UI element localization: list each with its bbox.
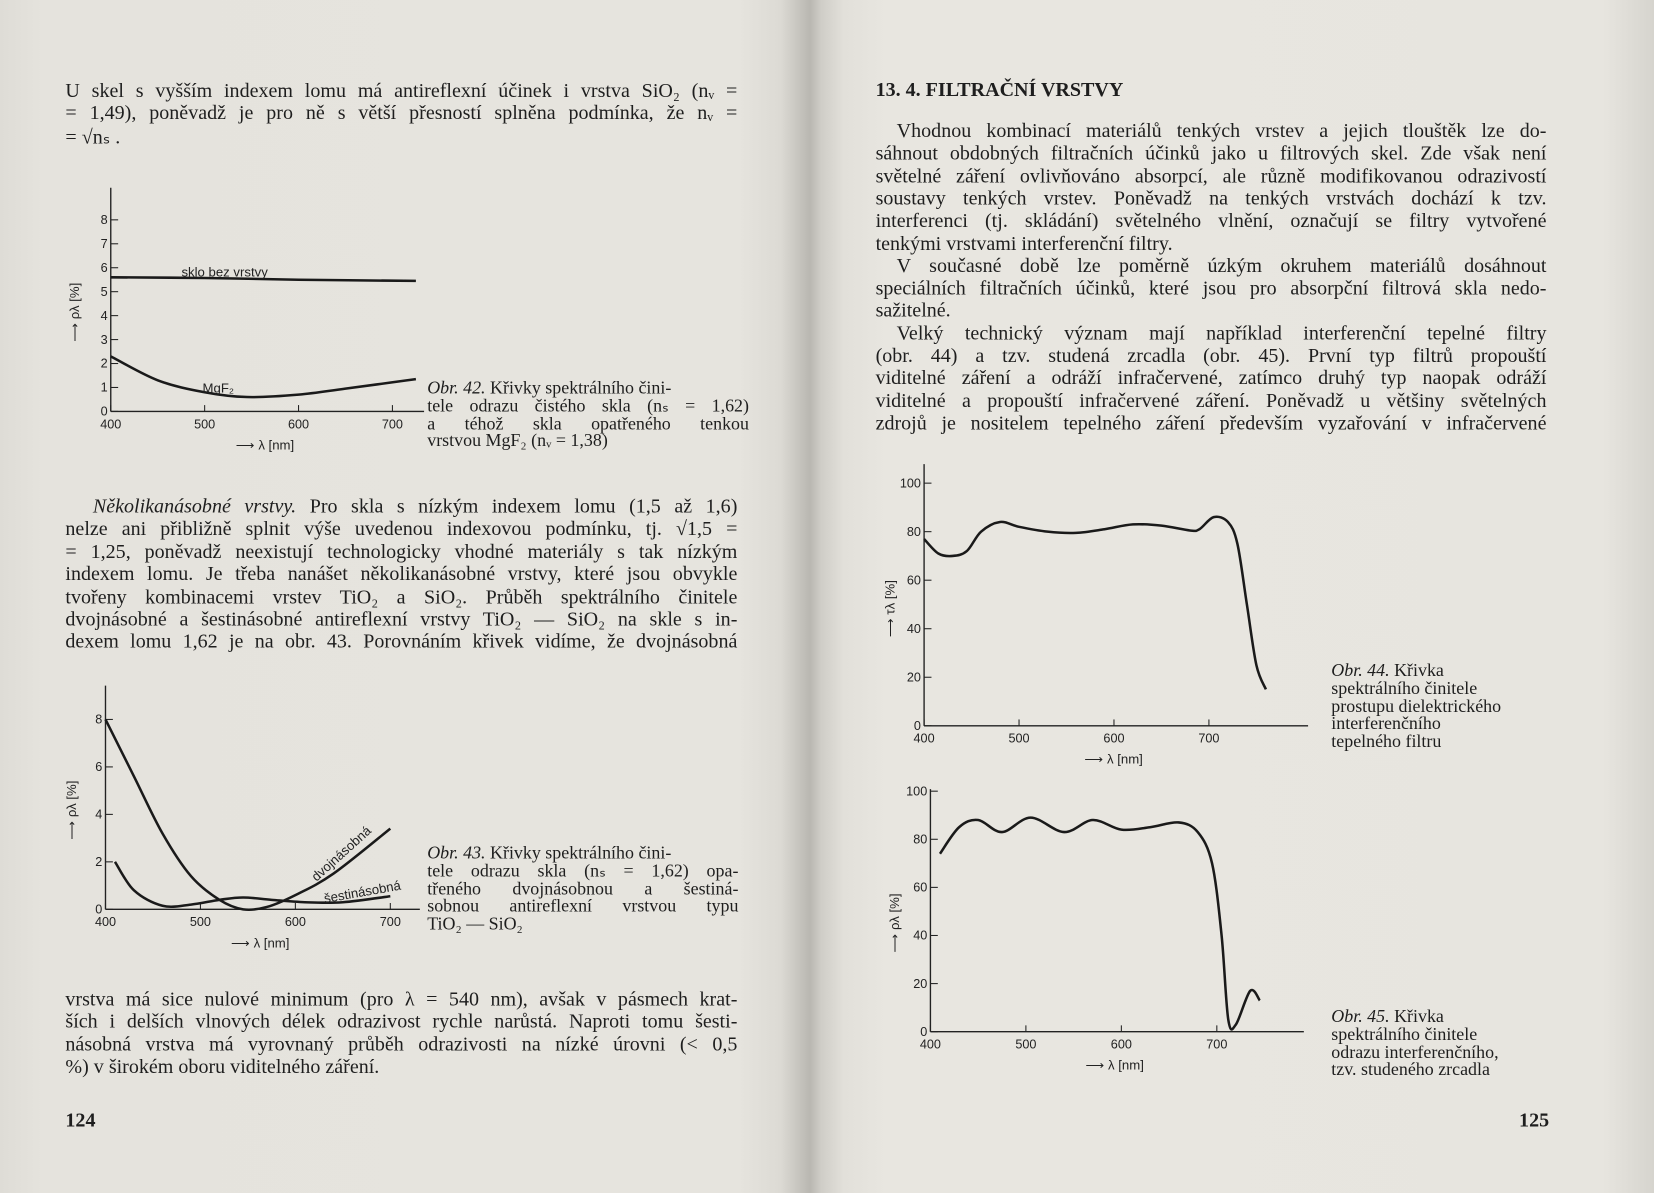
x-tick-label: 500 <box>1015 1037 1037 1052</box>
line-text: sáhnout obdobných filtračních účinků jako u filtrových skel. Zde však není <box>875 142 1547 165</box>
x-tick-label: 600 <box>1103 731 1125 746</box>
line-text: tele odrazu čistého skla (nₛ = 1,62) <box>427 395 749 416</box>
y-tick-label: 7 <box>100 237 108 252</box>
line-text: = 1,49), poněvadž je pro ně s větší přesností splněna podmínka, že nᵥ = <box>65 102 738 125</box>
y-tick-label: 100 <box>899 476 921 491</box>
y-tick-label: 6 <box>100 260 108 275</box>
x-tick-label: 400 <box>919 1037 941 1052</box>
x-tick-label: 700 <box>1198 731 1220 746</box>
series-label: MgF₂ <box>202 380 235 396</box>
y-tick-label: 2 <box>95 855 103 870</box>
x-arrow: ⟶ <box>235 437 259 453</box>
line-text: tvořeny kombinacemi vrstev TiO₂ a SiO₂. Průběh spektrálního činitele <box>65 586 738 609</box>
line-text: Křivky spektrálního čini- <box>490 377 672 398</box>
y-tick-label: 80 <box>906 524 921 539</box>
chart-45 <box>887 784 1304 1072</box>
line-text: viditelné záření a odráží infračervené, zatímco druhý typ naopak odráží <box>875 367 1547 390</box>
line-text: Křivka <box>1394 1006 1444 1027</box>
y-tick-label: 80 <box>913 832 928 847</box>
y-tick-label: 3 <box>100 332 108 347</box>
y-axis-label <box>883 580 898 637</box>
y-axis-label-text: τλ [%] <box>882 580 898 615</box>
series-label: dvojnásobná <box>308 822 374 885</box>
y-axis-label-text: ρλ [%] <box>886 893 902 931</box>
line-text: vrstvou MgF₂ (nᵥ = 1,38) <box>427 430 608 451</box>
caption-label: Obr. 43. <box>427 842 486 863</box>
line-text: Křivka <box>1394 660 1444 681</box>
x-tick-label: 400 <box>100 417 122 432</box>
y-axis-label-text: ρλ [%] <box>63 780 79 818</box>
line-text: Vhodnou kombinací materiálů tenkých vrstev a jejich tlouštěk lze do- <box>896 120 1547 143</box>
line-text: prostupu dielektrického <box>1331 695 1502 716</box>
line-text: sažitelné. <box>875 300 951 323</box>
x-arrow: ⟶ <box>1084 751 1107 767</box>
y-tick-label: 0 <box>913 718 921 733</box>
y-axis-label <box>64 781 79 840</box>
series-label: šestinásobná <box>322 877 402 906</box>
chart-42 <box>67 188 424 453</box>
y-tick-label: 8 <box>100 213 108 228</box>
x-tick-label: 600 <box>1110 1037 1132 1052</box>
y-axis-label <box>67 283 82 342</box>
y-arrow: ⟶ <box>63 817 79 840</box>
y-tick-label: 4 <box>100 308 108 323</box>
x-arrow: ⟶ <box>231 935 254 951</box>
line-text: TiO₂ — SiO₂ <box>427 913 523 934</box>
caption-label: Obr. 45. <box>1331 1006 1390 1027</box>
line-text: tenkými vrstvami interferenční filtry. <box>875 232 1173 255</box>
y-tick-label: 20 <box>913 976 928 991</box>
y-arrow: ⟶ <box>886 930 902 953</box>
line-text: soustavy tenkých vrstev. Poněvadž na tenkých vrstvách dochází k tzv. <box>875 187 1547 210</box>
y-tick-label: 40 <box>906 621 921 636</box>
y-tick-label: 8 <box>95 712 103 727</box>
line-text: nelze ani přibližně splnit výše uvedenou indexovou podmínku, tj. √1,5 = <box>65 518 738 541</box>
line-text: násobná vrstva má vyrovnaný průběh odrazivosti na nízké úrovni (< 0,5 <box>65 1033 738 1056</box>
x-axis-label-text: λ [nm] <box>258 437 295 453</box>
x-axis-label <box>236 437 294 452</box>
line-text: Křivky spektrálního čini- <box>490 842 672 863</box>
y-tick-label: 2 <box>100 356 108 371</box>
chart-43 <box>64 686 420 951</box>
line-text: spektrálního činitele <box>1331 1024 1478 1045</box>
line-text: a téhož skla opatřeného tenkou <box>427 413 749 434</box>
line-text: tzv. studeného zrcadla <box>1331 1059 1490 1080</box>
caption-label: Obr. 42. <box>427 377 486 398</box>
y-tick-label: 60 <box>913 880 928 895</box>
x-tick-label: 700 <box>379 915 401 930</box>
line-text: vrstva má sice nulové minimum (pro λ = 540 nm), avšak v pásmech krat- <box>65 988 738 1011</box>
y-tick-label: 6 <box>95 760 103 775</box>
section-heading: 13. 4. FILTRAČNÍ VRSTVY <box>875 79 1124 102</box>
x-tick-label: 400 <box>913 731 935 746</box>
x-axis-label <box>1085 1058 1143 1073</box>
y-tick-label: 100 <box>906 784 928 799</box>
line-text: spektrálního činitele <box>1331 678 1478 699</box>
y-tick-label: 20 <box>906 670 921 685</box>
lead-phrase: Několikanásobné vrstvy. <box>92 495 297 518</box>
line-text: světelné záření ovlivňováno absorpcí, ale různě modifikovanou odrazivostí <box>875 165 1547 188</box>
line-text: odrazu interferenčního, <box>1331 1041 1499 1062</box>
x-axis-label <box>231 935 289 950</box>
y-tick-label: 0 <box>95 902 103 917</box>
x-tick-label: 700 <box>1206 1037 1228 1052</box>
y-tick-label: 60 <box>906 573 921 588</box>
line-text: viditelné a propouští infračervené záření. Poněvadž u většiny světelných <box>875 389 1547 413</box>
series-label: sklo bez vrstvy <box>181 264 268 280</box>
y-tick-label: 0 <box>920 1024 928 1039</box>
x-tick-label: 600 <box>287 417 310 432</box>
page-number-right: 125 <box>1519 1109 1550 1132</box>
line-text: speciálních filtračních účinků, které jsou pro absorpční filtrová skla nedo- <box>875 277 1547 300</box>
line-text: zdrojů je nositelem tepelného záření především vyzařování v infračervené <box>875 412 1547 435</box>
line-text: %) v širokém oboru viditelného záření. <box>65 1056 380 1079</box>
line-text: tepelného filtru <box>1331 731 1442 752</box>
y-arrow: ⟶ <box>67 319 83 342</box>
line-text: = √nₛ . <box>65 126 121 149</box>
line-text: ších i delších vlnových délek odrazivost rychle narůstá. Naproti tomu šesti- <box>65 1011 738 1034</box>
x-tick-label: 500 <box>194 417 216 432</box>
line-text: = 1,25, poněvadž neexistují technologicky vhodné materiály s tak nízkým <box>65 540 738 564</box>
y-tick-label: 40 <box>913 928 928 943</box>
line-text: Pro skla s nízkým indexem lomu (1,5 až 1,6) <box>309 495 738 518</box>
caption-label: Obr. 44. <box>1331 660 1390 681</box>
series-line-1 <box>940 818 1260 1030</box>
y-tick-label: 4 <box>95 807 103 822</box>
line-text: dvojnásobné a šestinásobné antireflexní vrstvy TiO₂ — SiO₂ na skle s in- <box>65 608 738 631</box>
y-tick-label: 1 <box>100 380 108 395</box>
x-tick-label: 500 <box>1008 731 1030 746</box>
y-axis-label-text: ρλ [%] <box>67 282 83 320</box>
series-line-1 <box>924 517 1266 690</box>
series-line-1 <box>105 719 390 909</box>
line-text: dexem lomu 1,62 je na obr. 43. Porovnáním křivek vidíme, že dvojnásobná <box>65 631 738 654</box>
line-text: třeného dvojnásobnou a šestiná- <box>427 878 739 899</box>
line-text: indexem lomu. Je třeba nanášet několikanásobné vrstvy, které jsou obvykle <box>65 563 738 586</box>
x-axis-label-text: λ [nm] <box>253 935 290 951</box>
x-arrow: ⟶ <box>1085 1057 1109 1073</box>
y-axis-label <box>887 893 902 952</box>
chart-44 <box>883 464 1309 767</box>
line-text: tele odrazu skla (nₛ = 1,62) opa- <box>427 860 739 881</box>
x-axis-label-text: λ [nm] <box>1108 1057 1144 1073</box>
line-text: V současné době lze poměrně úzkým okruhem materiálů dosáhnout <box>896 255 1547 278</box>
line-text: (obr. 44) a tzv. studená zrcadla (obr. 45). První typ filtrů propouští <box>875 344 1547 368</box>
page-number-left: 124 <box>65 1109 96 1132</box>
x-axis-label-text: λ [nm] <box>1106 751 1143 767</box>
y-tick-label: 5 <box>100 284 108 299</box>
line-text: interferenci (tj. skládání) světelného vlnění, označují se filtry vytvořené <box>875 210 1547 233</box>
x-axis-label <box>1084 752 1142 767</box>
y-tick-label: 0 <box>100 404 108 419</box>
series-line-2 <box>111 356 416 397</box>
x-tick-label: 600 <box>284 915 306 930</box>
x-tick-label: 700 <box>381 417 403 432</box>
line-text: U skel s vyšším indexem lomu má antireflexní účinek i vrstva SiO₂ (nᵥ = <box>65 80 738 103</box>
line-text: Velký technický význam mají například interferenční tepelné filtry <box>896 322 1547 345</box>
y-arrow: ⟶ <box>882 614 898 638</box>
line-text: interferenčního <box>1331 713 1441 734</box>
line-text: sobnou antireflexní vrstvou typu <box>427 896 739 917</box>
x-tick-label: 400 <box>94 915 117 930</box>
x-tick-label: 500 <box>189 915 211 930</box>
